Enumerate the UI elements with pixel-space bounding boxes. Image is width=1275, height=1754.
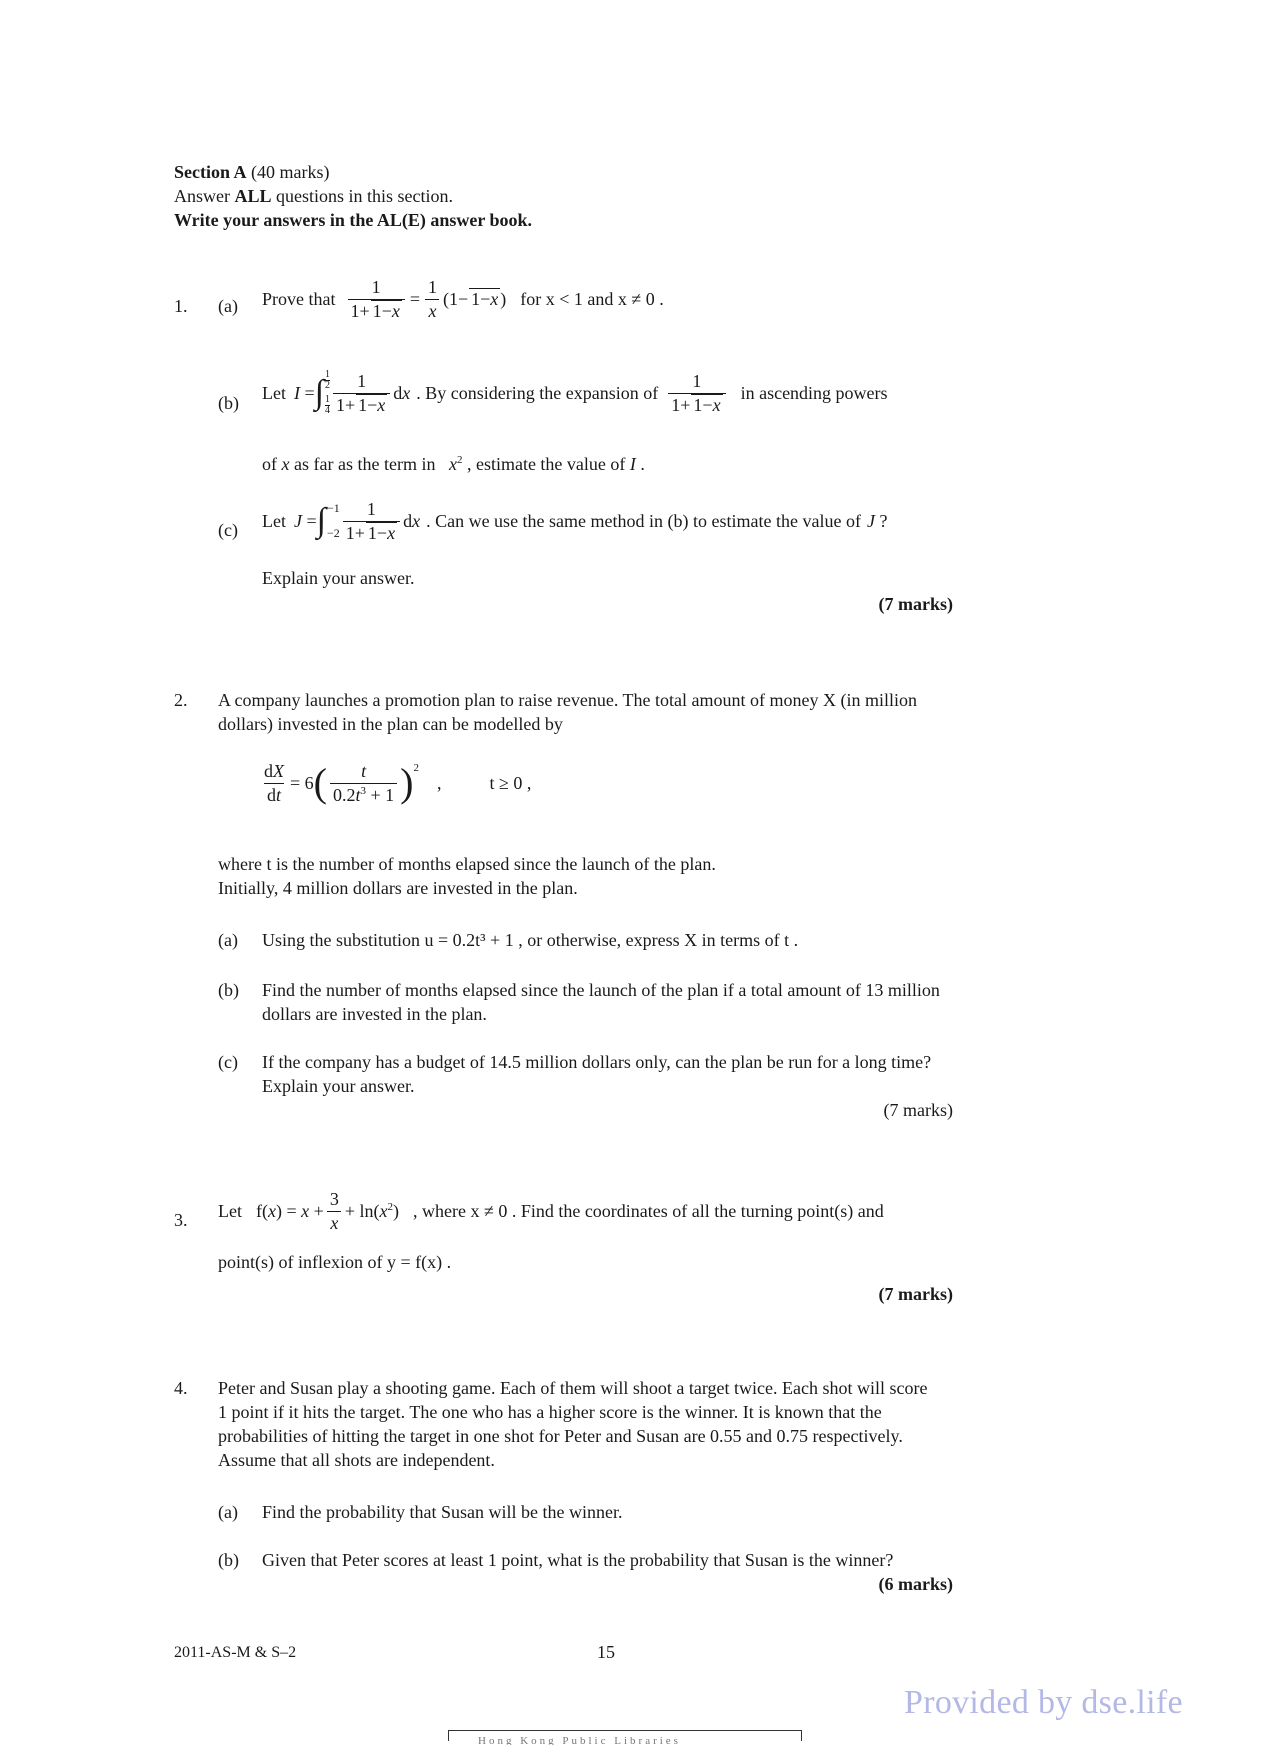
- q2c-label: (c): [218, 1052, 238, 1072]
- q2b-label: (b): [218, 980, 239, 1000]
- q4-intro-2: 1 point if it hits the target. The one who has a higher score is the winner. It is known that the: [218, 1402, 882, 1422]
- q2b-text-2: dollars are invested in the plan.: [262, 1004, 487, 1024]
- q1c-line2: Explain your answer.: [262, 568, 415, 588]
- q2-number: 2.: [174, 690, 188, 710]
- q1b-statement: Let I = ∫ $\frac{1}{2}$ $\frac{1}{4}$ $\frac{1}{1+ 1-x}$ dx . By considering the expansion of $\frac{1}{1+ 1-x}$ in ascending powers: [262, 369, 888, 416]
- q1c-label: (c): [218, 520, 238, 540]
- section-marks: (40 marks): [251, 162, 330, 182]
- q1a-label: (a): [218, 296, 238, 316]
- q1-number: 1.: [174, 296, 188, 316]
- q3-number: 3.: [174, 1210, 188, 1230]
- instruction-2: Write your answers in the AL(E) answer book.: [174, 210, 533, 230]
- q4-marks: (6 marks): [878, 1574, 953, 1594]
- q4b-text: Given that Peter scores at least 1 point, what is the probability that Susan is the winner?: [262, 1550, 894, 1570]
- q3-text-2: point(s) of inflexion of y = f(x) .: [218, 1252, 452, 1272]
- q2-intro-2: dollars) invested in the plan can be modelled by: [218, 714, 563, 734]
- q4-number: 4.: [174, 1378, 188, 1398]
- q1c-integral: ∫ −1 −2: [316, 501, 340, 541]
- footer-paper-code: 2011-AS-M & S–2: [174, 1644, 297, 1661]
- q4-intro-4: Assume that all shots are independent.: [218, 1450, 495, 1470]
- q2b-text-1: Find the number of months elapsed since the launch of the plan if a total amount of 13 million: [262, 980, 940, 1000]
- q2-marks: (7 marks): [883, 1100, 953, 1120]
- section-heading: [174, 162, 330, 183]
- q2c-text-2: Explain your answer.: [262, 1076, 415, 1096]
- q1a-fraction-lhs: $\frac{1}{1+ 1-x}$: [348, 278, 405, 321]
- q2-intro-1: A company launches a promotion plan to raise revenue. The total amount of money X (in million: [218, 690, 918, 710]
- q1a-condition: for x < 1 and x ≠ 0 .: [520, 288, 664, 309]
- q4a-text: Find the probability that Susan will be the winner.: [262, 1502, 623, 1522]
- q1c-statement: Let J = ∫ −1 −2 $\frac{1}{1+ 1-x}$ dx . Can we use the same method in (b) to estimate the value of J ?: [262, 499, 888, 543]
- q2a-text: Using the substitution u = 0.2t³ + 1 , or otherwise, express X in terms of t .: [262, 930, 799, 950]
- q2-condition: t ≥ 0 ,: [489, 772, 532, 793]
- q2a-label: (a): [218, 930, 238, 950]
- q3-statement: Let f(x) = x + $\frac{3}{x}$ + $\ln(x^2)$ , where x ≠ 0 . Find the coordinates of all the turning point(s) and: [218, 1189, 884, 1233]
- q1b-line2: of x as far as the term in $x^2$ , estimate the value of I .: [262, 454, 645, 474]
- q1-marks: (7 marks): [878, 594, 953, 614]
- q1a-statement: Prove that $\frac{1}{1+ 1-x}$ = $\frac{1}{x}$ (1− 1−x ) for x < 1 and x ≠ 0 .: [262, 277, 664, 321]
- q2-where-1: where t is the number of months elapsed since the launch of the plan.: [218, 854, 716, 874]
- q2c-text-1: If the company has a budget of 14.5 million dollars only, can the plan be run for a long time?: [262, 1052, 932, 1072]
- q4-intro-1: Peter and Susan play a shooting game. Each of them will shoot a target twice. Each shot will score: [218, 1378, 928, 1398]
- q4-intro-3: probabilities of hitting the target in one shot for Peter and Susan are 0.55 and 0.75 respectively.: [218, 1426, 903, 1446]
- section-title: Section A: [174, 162, 247, 182]
- q4b-label: (b): [218, 1550, 239, 1570]
- library-stamp-text: Hong Kong Public Libraries: [478, 1735, 681, 1745]
- footer-page-number: 15: [597, 1642, 615, 1662]
- q4a-label: (a): [218, 1502, 238, 1522]
- watermark: Provided by dse.life: [904, 1684, 1183, 1721]
- q2-differential-equation: $\frac{dX}{dt}$ = 6 ( $\frac{t}{0.2t^3 + 1}$ ) $^2$ , t ≥ 0 ,: [264, 760, 532, 806]
- q1b-integral: ∫ $\frac{1}{2}$ $\frac{1}{4}$: [314, 369, 330, 416]
- q1b-label: (b): [218, 393, 239, 413]
- q3-marks: (7 marks): [878, 1284, 953, 1304]
- instruction-1: Answer ALL questions in this section.: [174, 186, 454, 206]
- q2-where-2: Initially, 4 million dollars are invested in the plan.: [218, 878, 578, 898]
